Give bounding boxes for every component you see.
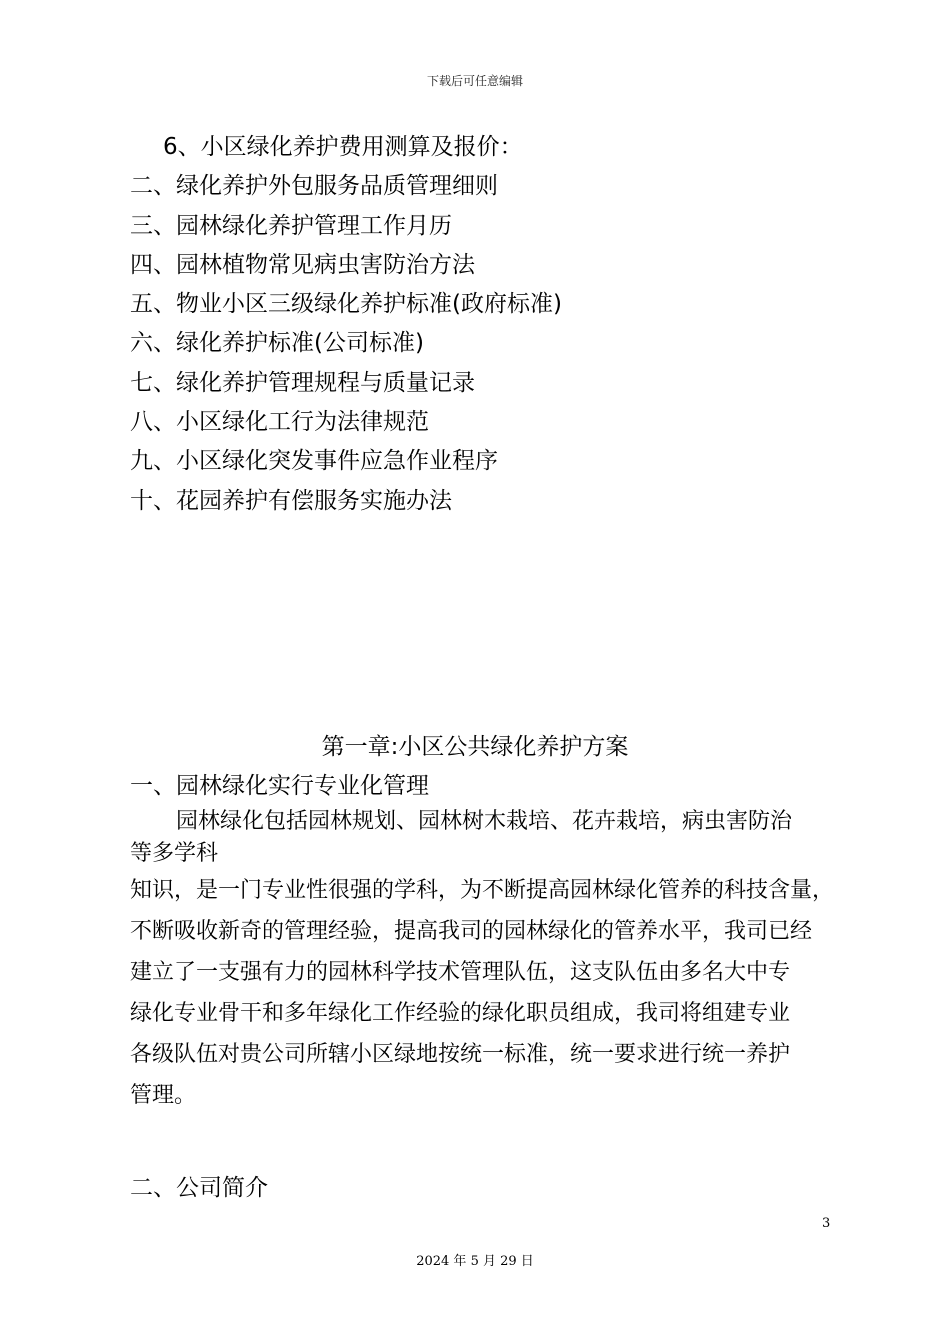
page-number: 3 bbox=[822, 1216, 831, 1231]
paragraph-line: 知识，是一门专业性很强的学科，为不断提高园林绿化管养的科技含量， bbox=[130, 878, 835, 903]
paragraph-line: 各级队伍对贵公司所辖小区绿地按统一标准，统一要求进行统一养护 bbox=[130, 1042, 791, 1067]
toc-item: 七、绿化养护管理规程与质量记录 bbox=[130, 369, 475, 396]
paragraph-line: 等多学科 bbox=[130, 841, 219, 866]
section-heading-2: 二、公司简介 bbox=[130, 1175, 268, 1201]
paragraph-line: 园林绿化包括园林规划、园林树木栽培、花卉栽培，病虫害防治 bbox=[176, 809, 793, 834]
toc-item: 三、园林绿化养护管理工作月历 bbox=[130, 212, 452, 239]
toc-item: 十、花园养护有偿服务实施办法 bbox=[130, 487, 452, 514]
toc-item: 二、绿化养护外包服务品质管理细则 bbox=[130, 173, 498, 200]
toc-item: 六、绿化养护标准(公司标准) bbox=[130, 330, 424, 357]
toc-item: 四、园林植物常见病虫害防治方法 bbox=[130, 251, 475, 278]
paragraph-line: 不断吸收新奇的管理经验，提高我司的园林绿化的管养水平，我司已经 bbox=[130, 919, 813, 944]
toc-item: 五、物业小区三级绿化养护标准(政府标准) bbox=[130, 291, 562, 318]
header-note: 下载后可任意编辑 bbox=[426, 74, 523, 88]
paragraph-line: 建立了一支强有力的园林科学技术管理队伍，这支队伍由多名大中专 bbox=[130, 960, 791, 985]
chapter-title: 第一章:小区公共绿化养护方案 bbox=[321, 734, 629, 760]
paragraph-line: 绿化专业骨干和多年绿化工作经验的绿化职员组成，我司将组建专业 bbox=[130, 1001, 791, 1026]
toc-item: 九、小区绿化突发事件应急作业程序 bbox=[130, 448, 498, 475]
footer-date: 2024 年 5 月 29 日 bbox=[416, 1254, 534, 1269]
toc-item: 八、小区绿化工行为法律规范 bbox=[130, 409, 429, 436]
toc-item: 6、小区绿化养护费用测算及报价： bbox=[163, 134, 523, 160]
table-of-contents bbox=[130, 128, 850, 521]
section-heading-1: 一、园林绿化实行专业化管理 bbox=[130, 773, 429, 799]
section-1-body bbox=[130, 806, 840, 1116]
paragraph-line: 管理。 bbox=[130, 1083, 197, 1108]
